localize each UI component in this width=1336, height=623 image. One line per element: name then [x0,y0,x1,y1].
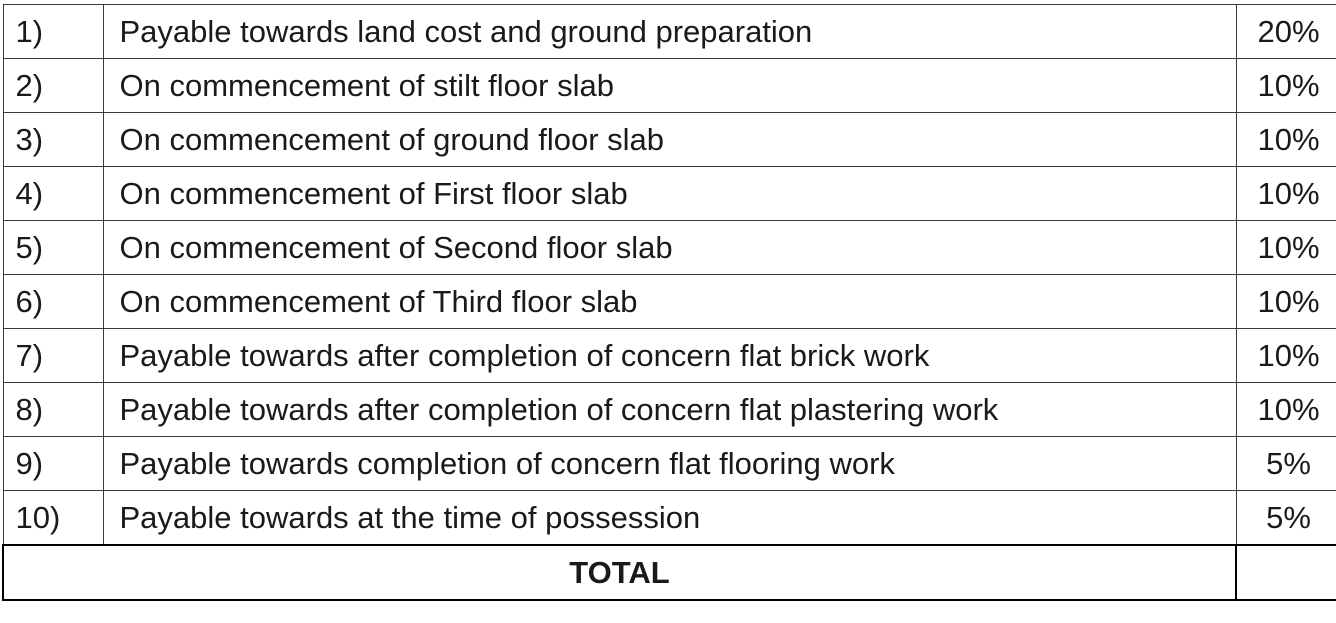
row-description: On commencement of Second floor slab [103,221,1236,275]
row-number: 2) [3,59,103,113]
row-description: On commencement of Third floor slab [103,275,1236,329]
table-row [3,5,1336,59]
payment-schedule-table [2,4,1336,601]
total-row [3,545,1336,600]
row-number: 1) [3,5,103,59]
table-row [3,437,1336,491]
row-percent: 10% [1236,59,1336,113]
row-number: 8) [3,383,103,437]
row-percent: 10% [1236,329,1336,383]
table-row [3,221,1336,275]
row-number: 6) [3,275,103,329]
row-percent: 20% [1236,5,1336,59]
row-description: On commencement of stilt floor slab [103,59,1236,113]
row-description: Payable towards at the time of possession [103,491,1236,546]
row-description: Payable towards land cost and ground preparation [103,5,1236,59]
row-percent: 10% [1236,275,1336,329]
row-percent: 10% [1236,221,1336,275]
row-description: Payable towards after completion of concern flat brick work [103,329,1236,383]
total-label: TOTAL [3,545,1236,600]
table-row [3,383,1336,437]
row-description: On commencement of ground floor slab [103,113,1236,167]
row-percent: 10% [1236,113,1336,167]
row-number: 10) [3,491,103,546]
row-number: 3) [3,113,103,167]
table-row [3,113,1336,167]
table-row [3,329,1336,383]
row-description: On commencement of First floor slab [103,167,1236,221]
table-row [3,59,1336,113]
row-percent: 5% [1236,491,1336,546]
row-percent: 5% [1236,437,1336,491]
table-row [3,275,1336,329]
row-description: Payable towards after completion of concern flat plastering work [103,383,1236,437]
row-description: Payable towards completion of concern flat flooring work [103,437,1236,491]
table-row [3,491,1336,546]
row-number: 5) [3,221,103,275]
row-number: 4) [3,167,103,221]
row-number: 9) [3,437,103,491]
row-percent: 10% [1236,167,1336,221]
table-row [3,167,1336,221]
total-value [1236,545,1336,600]
row-percent: 10% [1236,383,1336,437]
row-number: 7) [3,329,103,383]
